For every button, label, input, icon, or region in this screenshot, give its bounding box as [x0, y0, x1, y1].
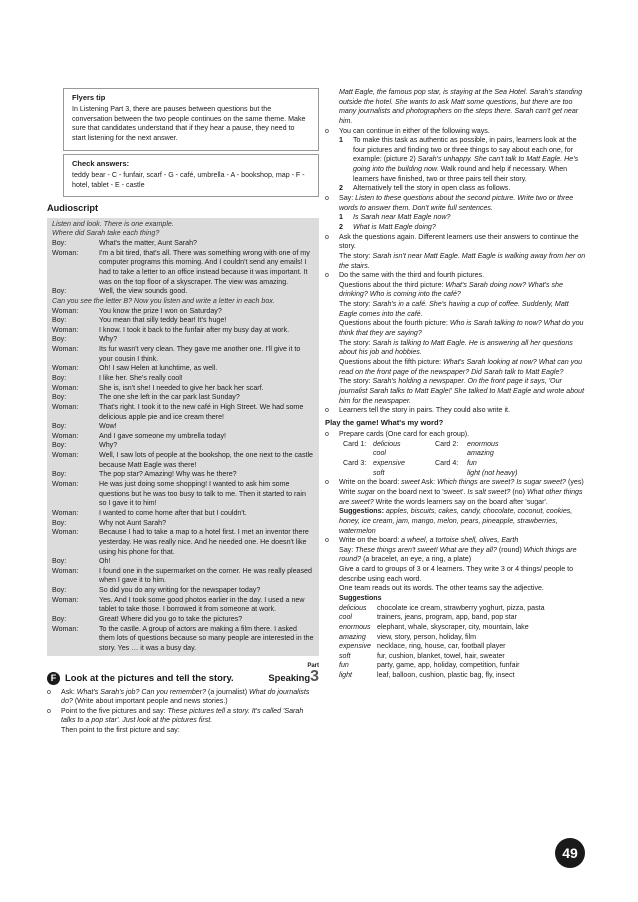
bullet-continuation: Then point to the first picture and say:	[61, 726, 180, 735]
questions-text: Questions about the third picture: What's Sarah doing now? What's she drinking? Who is coming into the café?	[339, 280, 563, 299]
bullet-item: o Point to the five pictures and say: These pictures tell a story. It's called 'Sarah talks to a pop star'. Just look at the pictures first.	[47, 706, 304, 725]
script-line	[52, 470, 314, 480]
game-heading: Play the game! What's my word?	[325, 417, 444, 427]
bullet-item: o Write on the board: sweet Ask: Which things are sweet? Is sugar sweet? (yes) Write sugar on the board next to 'sweet'. Is salt sweet? (no) What other things are sweet? Write the words learners say on the board after 'sugar'.	[325, 478, 584, 506]
suggestions-text: Suggestions: apples, biscuits, cakes, candy, chocolate, coconut, cookies, honey, ice cream, jam, mango, melon, pears, pineapple, strawberries, watermelon	[339, 507, 573, 535]
bullet-item: o Say: Listen to these questions about the second picture. Write two or three words to answer them. Don't write full sentences.	[325, 194, 574, 212]
suggestion-items: leaf, balloon, cushion, plastic bag, fly, insect	[377, 671, 515, 680]
script-line	[52, 374, 314, 384]
bullet-item: o Ask: What's Sarah's job? Can you remember? (a journalist) What do journalists do? (Write about important people and news stories.)	[47, 687, 310, 706]
script-text: Wow!	[99, 422, 117, 431]
card-label	[435, 449, 467, 459]
bullet-circle-icon: o	[325, 195, 329, 203]
card-label: Card 3:	[343, 459, 367, 468]
suggestion-word: soft	[339, 651, 351, 660]
script-line	[52, 220, 314, 230]
card-word: enormous	[467, 439, 499, 448]
speaker-label: Boy:	[52, 615, 67, 623]
suggestion-word: light	[339, 671, 353, 680]
speaker-label: Boy:	[52, 239, 67, 248]
section-title: Look at the pictures and tell the story.	[65, 671, 234, 683]
speaker-label: Woman:	[52, 248, 79, 257]
bullet-circle-icon: o	[325, 233, 329, 241]
speaker-label: Woman:	[52, 528, 79, 537]
speaker-label: Boy:	[52, 316, 67, 325]
speaker-label: Woman:	[52, 595, 79, 604]
check-answers-title: Check answers:	[72, 158, 130, 168]
script-line	[52, 422, 314, 432]
script-text: I like her. She's really cool!	[99, 373, 183, 382]
check-answers-box	[63, 154, 319, 197]
script-text: I found one in the supermarket on the corner. He was really pleased when I gave it to him.	[99, 566, 312, 585]
script-text: Well, the view sounds good.	[99, 287, 188, 296]
bullet-item: o Ask the questions again. Different learners use their answers to continue the story.	[325, 232, 579, 251]
flyers-tip-box	[63, 88, 319, 151]
flyers-tip-title: Flyers tip	[72, 93, 106, 102]
script-text: I know. I took it back to the funfair after my busy day at work.	[99, 325, 290, 334]
script-instruction: Where did Sarah take each thing?	[52, 229, 160, 238]
card-label	[343, 449, 373, 459]
speaker-label: Woman:	[52, 566, 79, 575]
script-line	[52, 432, 314, 442]
card-label: Card 2:	[435, 439, 459, 448]
script-text: He was just doing some shopping! I wanted to ask him some questions but he was too busy to talk to me. Then it started to rain so I gave it to him!	[99, 480, 306, 508]
check-answers-text: teddy bear - C - funfair, scarf - G - café, umbrella - A - bookshop, map - F - hotel, tablet - E - castle	[72, 170, 305, 189]
speaker-label: Woman:	[52, 480, 79, 489]
suggestion-items: chocolate ice cream, strawberry yoghurt, pizza, pasta	[377, 603, 545, 612]
bullet-circle-icon: o	[325, 272, 329, 280]
script-line	[52, 384, 314, 394]
suggestion-word: delicious	[339, 603, 367, 612]
script-line	[52, 393, 314, 403]
suggestion-word: cool	[339, 613, 353, 622]
bullet-item: o Write on the board: a wheel, a tortoise shell, olives, Earth	[325, 536, 519, 545]
script-line	[52, 625, 314, 654]
speaker-label: Woman:	[52, 508, 79, 517]
suggestion-items: party, game, app, holiday, competition, funfair	[377, 661, 520, 670]
suggestion-items: trainers, jeans, program, app, band, pop star	[377, 613, 517, 622]
bullet-circle-icon: o	[47, 688, 51, 696]
instruction-text: Say: These things aren't sweet! What are they all? (round) Which things are round? (a bracelet, an eye, a ring, a plate)	[339, 545, 577, 564]
card-label: Card 1:	[343, 439, 367, 448]
script-text: The one she left in the car park last Sunday?	[99, 393, 240, 402]
speaking-part-label	[268, 663, 319, 685]
script-text: You know the prize I won on Saturday?	[99, 306, 222, 315]
part-label: Part	[307, 662, 319, 669]
speaker-label: Boy:	[52, 518, 67, 527]
script-line	[52, 596, 314, 615]
script-text: Oh!	[99, 557, 111, 566]
script-text: That's right. I took it to the new café in High Street. We had some delicious apple pie and ice cream there!	[99, 402, 304, 421]
card-word: delicious	[373, 439, 401, 448]
script-line	[52, 451, 314, 470]
script-line	[52, 345, 314, 364]
speaker-label: Boy:	[52, 441, 67, 450]
story-text: The story: Sarah's holding a newspaper. On the front page it says, 'Our journalist Sarah talks to Matt Eagle!' She talked to Matt Eagle and wrote about him for the newspaper.	[339, 377, 585, 405]
script-line	[52, 509, 314, 519]
numbered-item: 2 Alternatively tell the story in open class as follows.	[339, 184, 511, 193]
bullet-item: o Do the same with the third and fourth pictures.	[325, 271, 485, 280]
bullet-circle-icon: o	[325, 479, 329, 487]
story-text: The story: Sarah is talking to Matt Eagle. He is answering all her questions about his job and hobbies.	[339, 338, 573, 357]
script-line	[52, 239, 314, 249]
bullet-circle-icon: o	[325, 537, 329, 545]
script-line	[52, 567, 314, 586]
instruction-text: One team reads out its words. The other teams say the adjective.	[339, 584, 544, 593]
story-text: The story: Sarah's in a café. She's having a cup of coffee. Suddenly, Matt Eagle comes into the café.	[339, 300, 569, 318]
suggestion-items: fur, cushion, blanket, towel, hair, sweater	[377, 651, 505, 660]
instruction-text: Give a card to groups of 3 or 4 learners. They write 3 or 4 things/ people to describe using each word.	[339, 565, 574, 583]
bullet-circle-icon: o	[325, 127, 329, 135]
bullet-item: o You can continue in either of the following ways.	[325, 126, 490, 135]
speaker-label: Boy:	[52, 393, 67, 402]
script-text: I'm a bit tired, that's all. There was something wrong with one of my computer programs this morning. And I couldn't send any emails! I had to take a letter to an office instead because it was important. It was on the top floor of a skyscraper. The view was amazing.	[99, 248, 310, 286]
story-text: The story: Sarah isn't near Matt Eagle. Matt Eagle is walking away from her on the stairs.	[339, 251, 586, 270]
speaker-label: Boy:	[52, 557, 67, 566]
card-word: cool	[373, 449, 387, 458]
speaker-label: Woman:	[52, 451, 79, 460]
script-instruction: Can you see the letter B? Now you listen and write a letter in each box.	[52, 296, 275, 305]
speaker-label: Woman:	[52, 402, 79, 411]
script-text: Why?	[99, 441, 118, 450]
speaker-label: Woman:	[52, 624, 79, 633]
card-label: Card 4:	[435, 459, 459, 468]
suggestion-items: necklace, ring, house, car, football player	[377, 642, 506, 651]
suggestion-word: fun	[339, 661, 349, 670]
script-text: Why not Aunt Sarah?	[99, 518, 167, 527]
questions-text: Questions about the fifth picture: What's Sarah looking at now? What can you read on the front page of the newspaper? Did Sarah talk to Matt Eagle?	[339, 357, 583, 376]
flyers-tip-text: In Listening Part 3, there are pauses between questions but the conversation between the two people continues on the same theme. Make sure that candidates understand that if they hear a pause, they need to start listening for the next answer.	[72, 105, 306, 143]
question-item: 1 Is Sarah near Matt Eagle now?	[339, 213, 451, 222]
script-line	[52, 307, 314, 317]
card-row	[343, 459, 587, 469]
section-f-header	[47, 663, 319, 685]
speaker-label: Boy:	[52, 470, 67, 479]
numbered-item: 1 To make this task as authentic as possible, in pairs, learners look at the four pictures and finding two or three things to say about each one, for example: (picture 2) Sarah's unhappy. She can't talk to Matt Eagle. He's going into the building now. Walk round and help if necessary. When learners have finished, two or three pairs tell their story.	[339, 136, 579, 183]
bullet-item: o Learners tell the story in pairs. They could also write it.	[325, 406, 510, 415]
suggestion-items: elephant, whale, skyscraper, city, mountain, lake	[377, 622, 529, 631]
script-text: Why?	[99, 335, 118, 344]
card-label	[343, 469, 373, 479]
script-text: Because I had to take a map to a hotel first. I met an inventor there yesterday. He was really nice. And he needed one. He doesn't like using his phone for that.	[99, 528, 309, 556]
script-line	[52, 615, 314, 625]
script-line	[52, 297, 314, 307]
script-text: She is, isn't she! I needed to give her back her scarf.	[99, 383, 264, 392]
script-text: And I gave someone my umbrella today!	[99, 431, 226, 440]
audioscript-box	[47, 218, 319, 656]
card-word: fun	[467, 459, 477, 468]
right-column	[325, 88, 587, 681]
speaker-label: Woman:	[52, 383, 79, 392]
bullet-circle-icon: o	[325, 431, 329, 439]
script-text: I wanted to come home after that but I couldn't.	[99, 508, 247, 517]
script-text: Great! Where did you go to take the pictures?	[99, 615, 243, 623]
suggestion-items: view, story, person, holiday, film	[377, 632, 477, 641]
speaker-label: Boy:	[52, 422, 67, 431]
script-line	[52, 335, 314, 345]
suggestion-word: expensive	[339, 642, 371, 651]
script-line	[52, 519, 314, 529]
script-text: Oh! I saw Helen at lunchtime, as well.	[99, 364, 218, 373]
script-line	[52, 528, 314, 557]
script-line	[52, 403, 314, 422]
card-word: amazing	[467, 449, 494, 458]
script-line	[52, 557, 314, 567]
suggestion-word: enormous	[339, 622, 371, 631]
speaker-label: Boy:	[52, 287, 67, 296]
script-line	[52, 287, 314, 297]
card-row	[343, 449, 587, 459]
card-label	[435, 469, 467, 479]
bullet-circle-icon: o	[325, 407, 329, 415]
section-badge: F	[47, 672, 60, 685]
script-line	[52, 326, 314, 336]
script-line	[52, 586, 314, 596]
card-row	[343, 469, 587, 479]
speaker-label: Boy:	[52, 586, 67, 595]
part-number: 3	[310, 667, 319, 685]
script-line	[52, 364, 314, 374]
script-text: You mean that silly teddy bear! It's huge!	[99, 316, 227, 325]
left-column	[47, 88, 319, 736]
cards-table	[325, 440, 587, 479]
script-text: What's the matter, Aunt Sarah?	[99, 239, 197, 248]
speaker-label: Woman:	[52, 325, 79, 334]
card-row	[343, 440, 587, 450]
script-text: Yes. And I took some good photos earlier in the day. I used a new tablet to take those. I borrowed it from someone at work.	[99, 595, 305, 614]
speaker-label: Boy:	[52, 373, 67, 382]
script-text: So did you do any writing for the newspaper today?	[99, 586, 261, 595]
questions-text: Questions about the fourth picture: Who is Sarah talking to now? What do you think that they are saying?	[339, 319, 584, 338]
speaker-label: Woman:	[52, 364, 79, 373]
script-line	[52, 229, 314, 239]
speaker-label: Woman:	[52, 306, 79, 315]
story-intro: Matt Eagle, the famous pop star, is staying at the Sea Hotel. Sarah's standing outside the hotel. She wants to ask Matt some questions, but there are too many journalists and photographers on the steps there. Sarah can't get near him.	[339, 88, 583, 125]
script-line	[52, 249, 314, 288]
speaker-label: Woman:	[52, 431, 79, 440]
script-instruction: Listen and look. There is one example.	[52, 219, 174, 228]
card-word: light (not heavy)	[467, 468, 518, 477]
question-item: 2 What is Matt Eagle doing?	[339, 222, 436, 231]
speaking-label: Speaking	[268, 671, 311, 683]
script-text: The pop star? Amazing! Why was he there?	[99, 470, 237, 479]
bullet-item: o Prepare cards (One card for each group).	[325, 430, 470, 439]
script-line	[52, 480, 314, 509]
suggestion-word: amazing	[339, 632, 366, 641]
suggestions-table	[325, 604, 587, 681]
page-number: 49	[555, 838, 585, 868]
bullet-circle-icon: o	[47, 707, 51, 715]
script-line	[52, 316, 314, 326]
script-text: Well, I saw lots of people at the bookshop, the one next to the castle because Matt Eagle was there!	[99, 451, 313, 469]
speaker-label: Woman:	[52, 345, 79, 354]
card-word: soft	[373, 468, 385, 477]
suggestions-title: Suggestions	[339, 593, 382, 602]
audioscript-heading: Audioscript	[47, 203, 99, 214]
script-text: Its fur wasn't very clean. They gave me another one. I'll give it to your cousin I think.	[99, 345, 301, 363]
card-word: expensive	[373, 459, 405, 468]
script-line	[52, 441, 314, 451]
script-text: To the castle. A group of actors are making a film there. I asked them lots of questions because so many people are interested in the story. Yes … it was a busy day.	[99, 624, 314, 652]
speaker-label: Boy:	[52, 335, 67, 344]
